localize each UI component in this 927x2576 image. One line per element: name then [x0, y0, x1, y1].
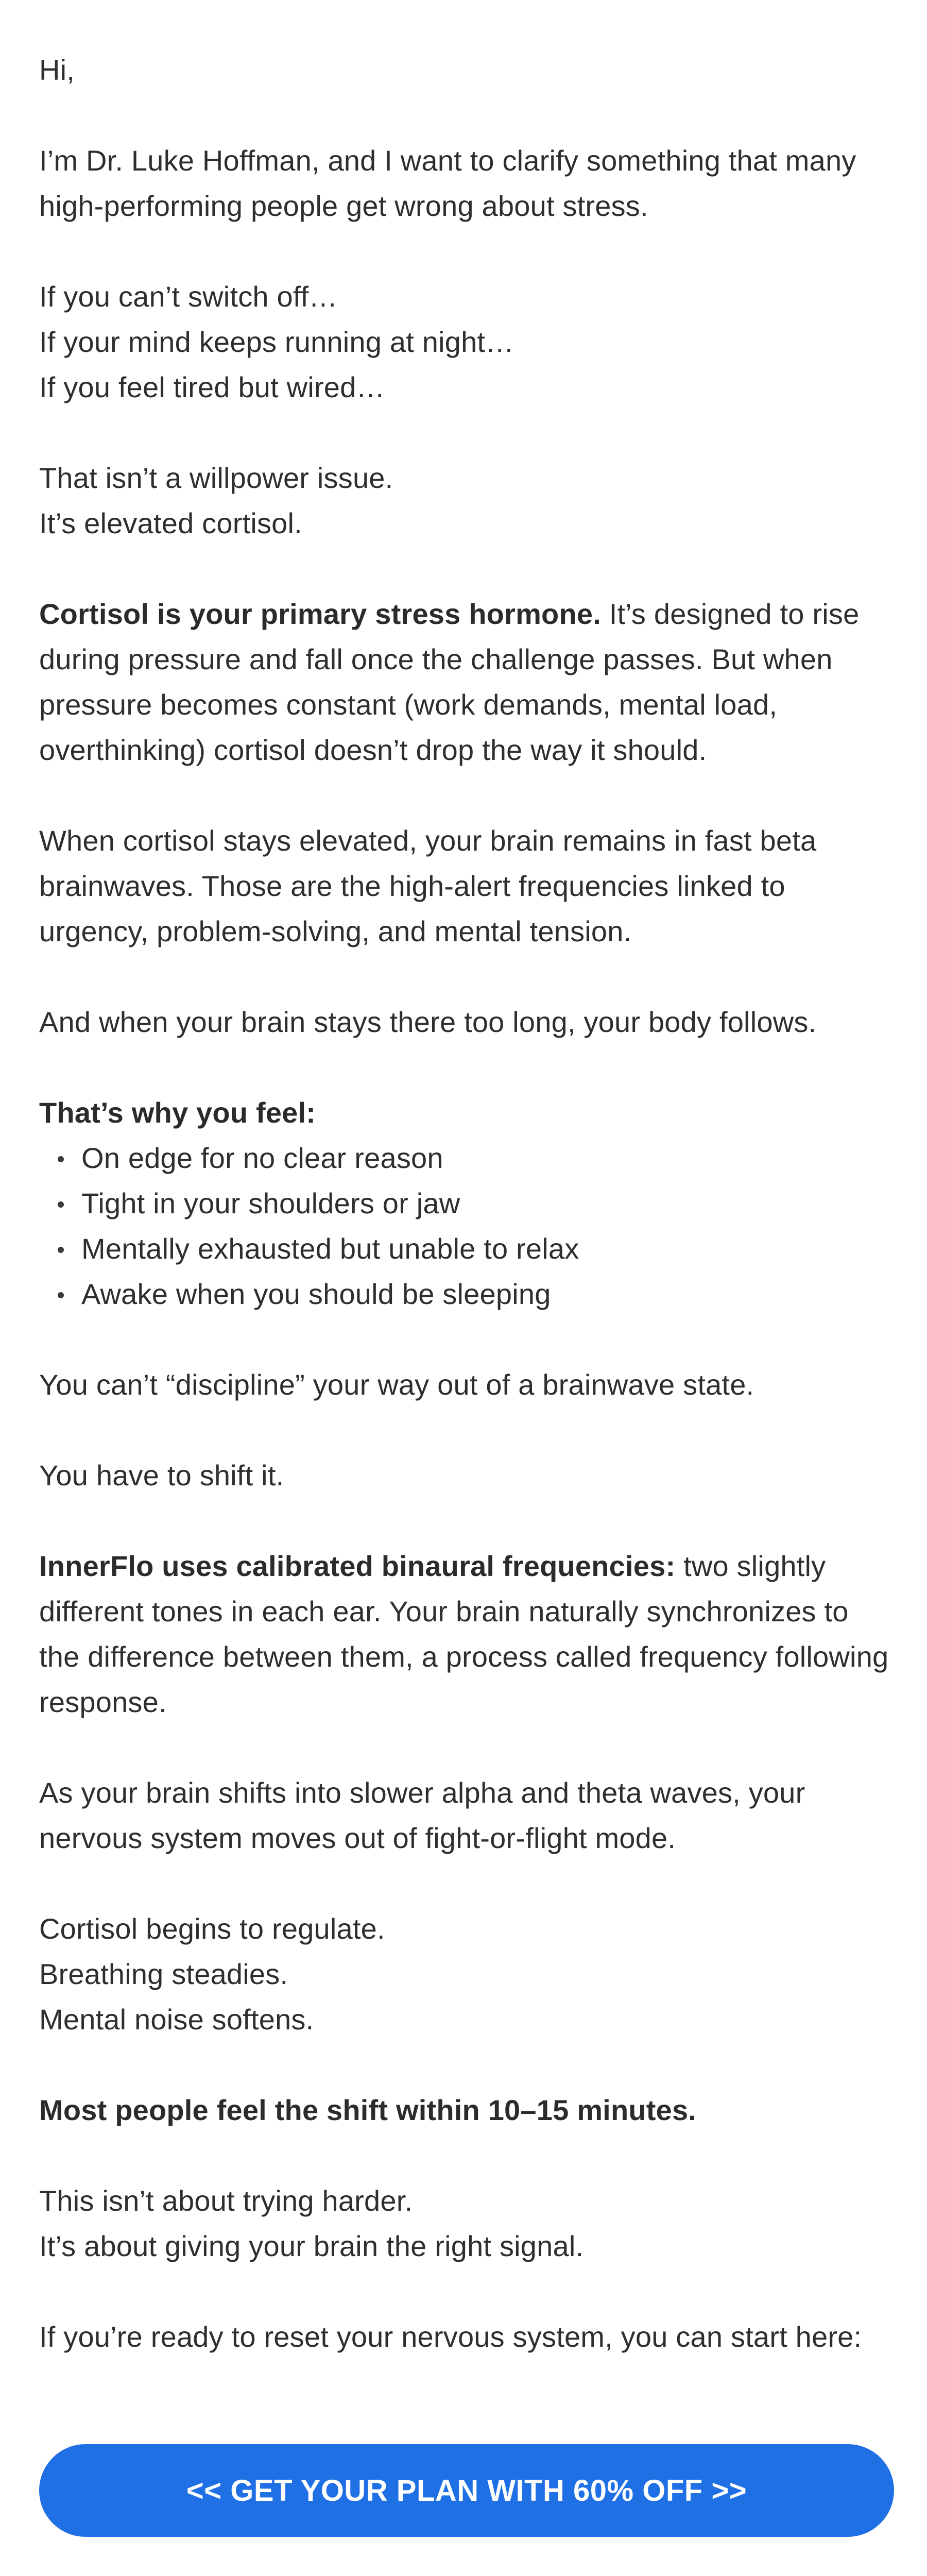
feel-list	[39, 1136, 894, 1317]
regulate-line: Breathing steadies.	[39, 1958, 288, 1990]
innerflo-heading: InnerFlo uses calibrated binaural frequencies:	[39, 1550, 676, 1582]
innerflo-text: two slightly different tones in each ear. Your brain naturally synchronizes to the difference between them, a process called frequency following response.	[39, 1550, 889, 1718]
symptom-line: If your mind keeps running at night…	[39, 326, 514, 358]
get-plan-button[interactable]: << GET YOUR PLAN WITH 60% OFF >>	[39, 2444, 894, 2537]
symptom-line: If you can’t switch off…	[39, 280, 338, 313]
cortisol-text: It’s designed to rise during pressure and fall once the challenge passes. But when pressure becomes constant (work demands, mental load, overthinking) cortisol doesn’t drop the way it should.	[39, 598, 860, 766]
body-follows-paragraph: And when your brain stays there too long, your body follows.	[39, 1006, 817, 1038]
trying-line: It’s about giving your brain the right signal.	[39, 2230, 584, 2262]
most-people-paragraph	[39, 2088, 894, 2133]
ready-paragraph: If you’re ready to reset your nervous system, you can start here:	[39, 2320, 862, 2353]
cortisol-heading: Cortisol is your primary stress hormone.	[39, 598, 601, 630]
greeting: Hi,	[39, 54, 75, 86]
trying-line: This isn’t about trying harder.	[39, 2184, 413, 2217]
diagnosis-line: That isn’t a willpower issue.	[39, 462, 393, 494]
feel-section	[39, 1090, 894, 1317]
discipline-paragraph: You can’t “discipline” your way out of a brainwave state.	[39, 1368, 754, 1401]
list-item: Awake when you should be sleeping	[39, 1272, 894, 1317]
most-people-text: Most people feel the shift within 10–15 minutes.	[39, 2094, 697, 2126]
diagnosis-line: It’s elevated cortisol.	[39, 507, 302, 539]
regulate-line: Mental noise softens.	[39, 2003, 314, 2036]
feel-heading: That’s why you feel:	[39, 1096, 316, 1129]
letter-content	[39, 47, 894, 2405]
intro-paragraph: I’m Dr. Luke Hoffman, and I want to clarify something that many high-performing people get wrong about stress.	[39, 144, 856, 222]
list-item: Tight in your shoulders or jaw	[39, 1181, 894, 1226]
innerflo-paragraph	[39, 1544, 894, 1725]
diagnosis-lines	[39, 455, 894, 546]
shift-paragraph: You have to shift it.	[39, 1459, 284, 1492]
beta-paragraph: When cortisol stays elevated, your brain remains in fast beta brainwaves. Those are the high-alert frequencies linked to urgency, problem-solving, and mental tension.	[39, 824, 817, 947]
cortisol-paragraph	[39, 591, 894, 773]
symptom-line: If you feel tired but wired…	[39, 371, 385, 403]
regulate-line: Cortisol begins to regulate.	[39, 1912, 385, 1945]
list-item: Mentally exhausted but unable to relax	[39, 1226, 894, 1272]
list-item: On edge for no clear reason	[39, 1136, 894, 1181]
symptom-lines	[39, 274, 894, 410]
trying-lines	[39, 2178, 894, 2269]
alpha-theta-paragraph: As your brain shifts into slower alpha and theta waves, your nervous system moves out of fight-or-flight mode.	[39, 1776, 805, 1854]
regulate-lines	[39, 1906, 894, 2042]
